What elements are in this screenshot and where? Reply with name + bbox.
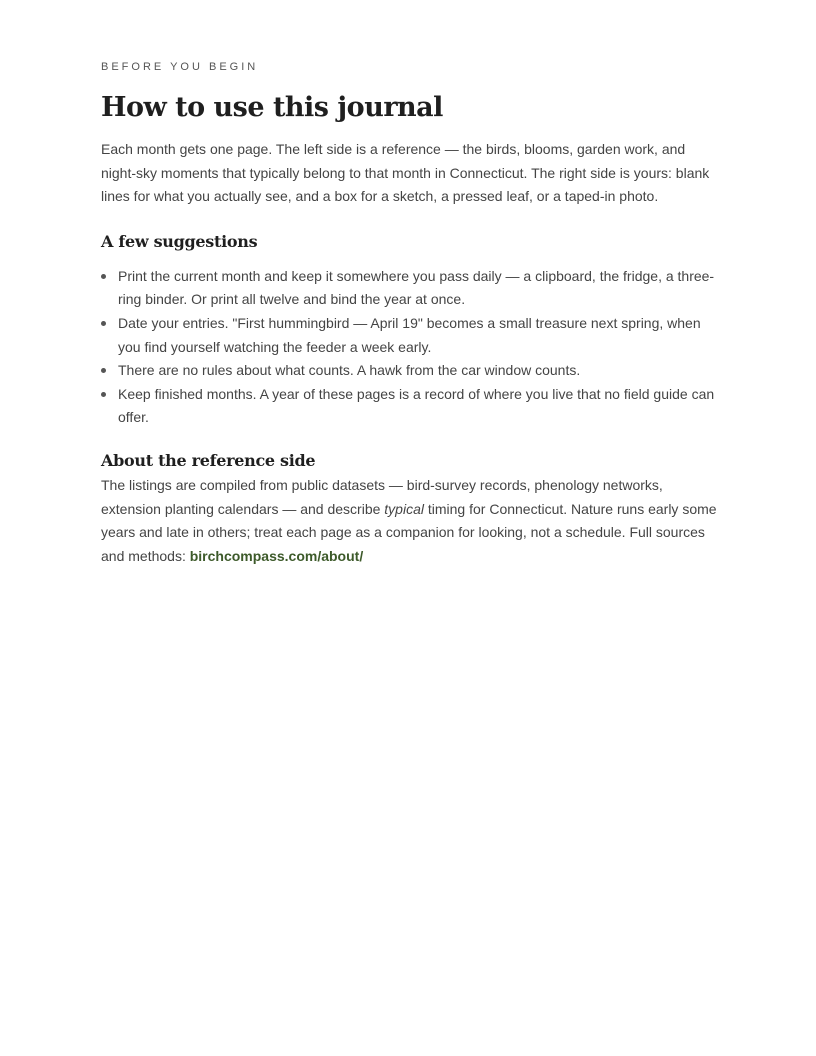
list-item-text: There are no rules about what counts. A hawk from the car window counts. — [118, 362, 581, 379]
bullet-icon — [101, 321, 106, 326]
bullet-icon — [101, 368, 106, 373]
list-item-text: Date your entries. "First hummingbird — April 19" becomes a small treasure next spring, when you find yourself watching the feeder a week early. — [118, 314, 701, 355]
intro-paragraph: Each month gets one page. The left side is a reference — the birds, blooms, garden work, and night-sky moments that typically belong to that month in Connecticut. The right side is yours: blank lines for what you actually see, and a box for a sketch, a pressed leaf, or a taped-in photo. — [101, 141, 710, 205]
list-item-text: Print the current month and keep it somewhere you pass daily — a clipboard, the fridge, a three-ring binder. Or print all twelve and bind the year at once. — [118, 267, 715, 308]
suggestions-heading: A few suggestions — [101, 231, 258, 251]
page-title: How to use this journal — [101, 92, 443, 123]
about-link[interactable]: birchcompass.com/about/ — [189, 547, 364, 564]
bullet-icon — [101, 392, 106, 397]
list-item — [101, 359, 717, 383]
bullet-icon — [101, 274, 106, 279]
list-item-text: Keep finished months. A year of these pages is a record of where you live that no field guide can offer. — [118, 385, 715, 426]
about-heading: About the reference side — [101, 450, 316, 470]
journal-instructions-page — [101, 60, 717, 568]
list-item — [101, 265, 717, 312]
section-eyebrow: BEFORE YOU BEGIN — [101, 61, 259, 73]
about-text-emphasis: typical — [384, 500, 424, 517]
about-text-before: The listings are compiled from public datasets — bird-survey records, phenology networks, extension planting calendars — and describe — [101, 476, 663, 517]
suggestions-list — [101, 265, 717, 430]
list-item — [101, 312, 717, 359]
list-item — [101, 383, 717, 430]
about-paragraph — [101, 474, 717, 568]
about-text-after: timing for Connecticut. Nature runs early some years and late in others; treat each page as a companion for looking, not a schedule. Full sources and methods: — [101, 500, 717, 564]
